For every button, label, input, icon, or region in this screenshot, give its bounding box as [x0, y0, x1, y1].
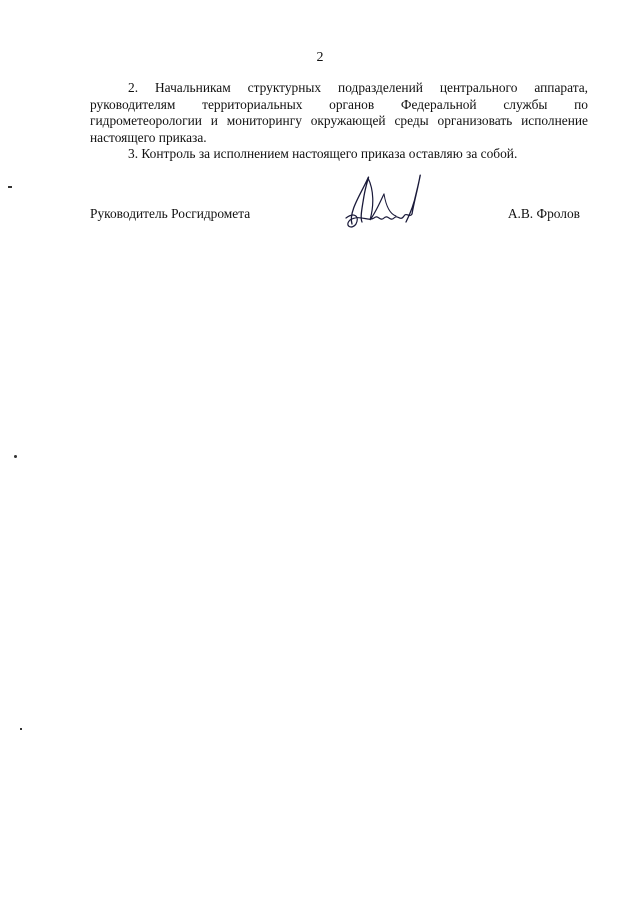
paragraph-item-3: 3. Контроль за исполнением настоящего приказа оставляю за собой. [128, 146, 518, 161]
paragraph-line: гидрометеорологии и мониторингу окружающей среды организовать исполнение [90, 113, 588, 129]
scan-mark [14, 455, 17, 458]
scan-mark [8, 186, 12, 188]
signature-block [90, 206, 580, 230]
paragraph-line: настоящего приказа. [90, 129, 207, 145]
handwritten-signature [340, 172, 430, 234]
paragraph-line: 2. Начальникам структурных подразделений центрального аппарата, [128, 80, 588, 95]
scan-mark [20, 728, 22, 730]
paragraph-line: руководителям территориальных органов Федеральной службы по [90, 96, 588, 112]
signer-name: А.В. Фролов [507, 206, 580, 221]
paragraph-item-2 [90, 80, 588, 146]
signer-title: Руководитель Росгидромета [90, 206, 251, 221]
page-number: 2 [316, 50, 324, 65]
